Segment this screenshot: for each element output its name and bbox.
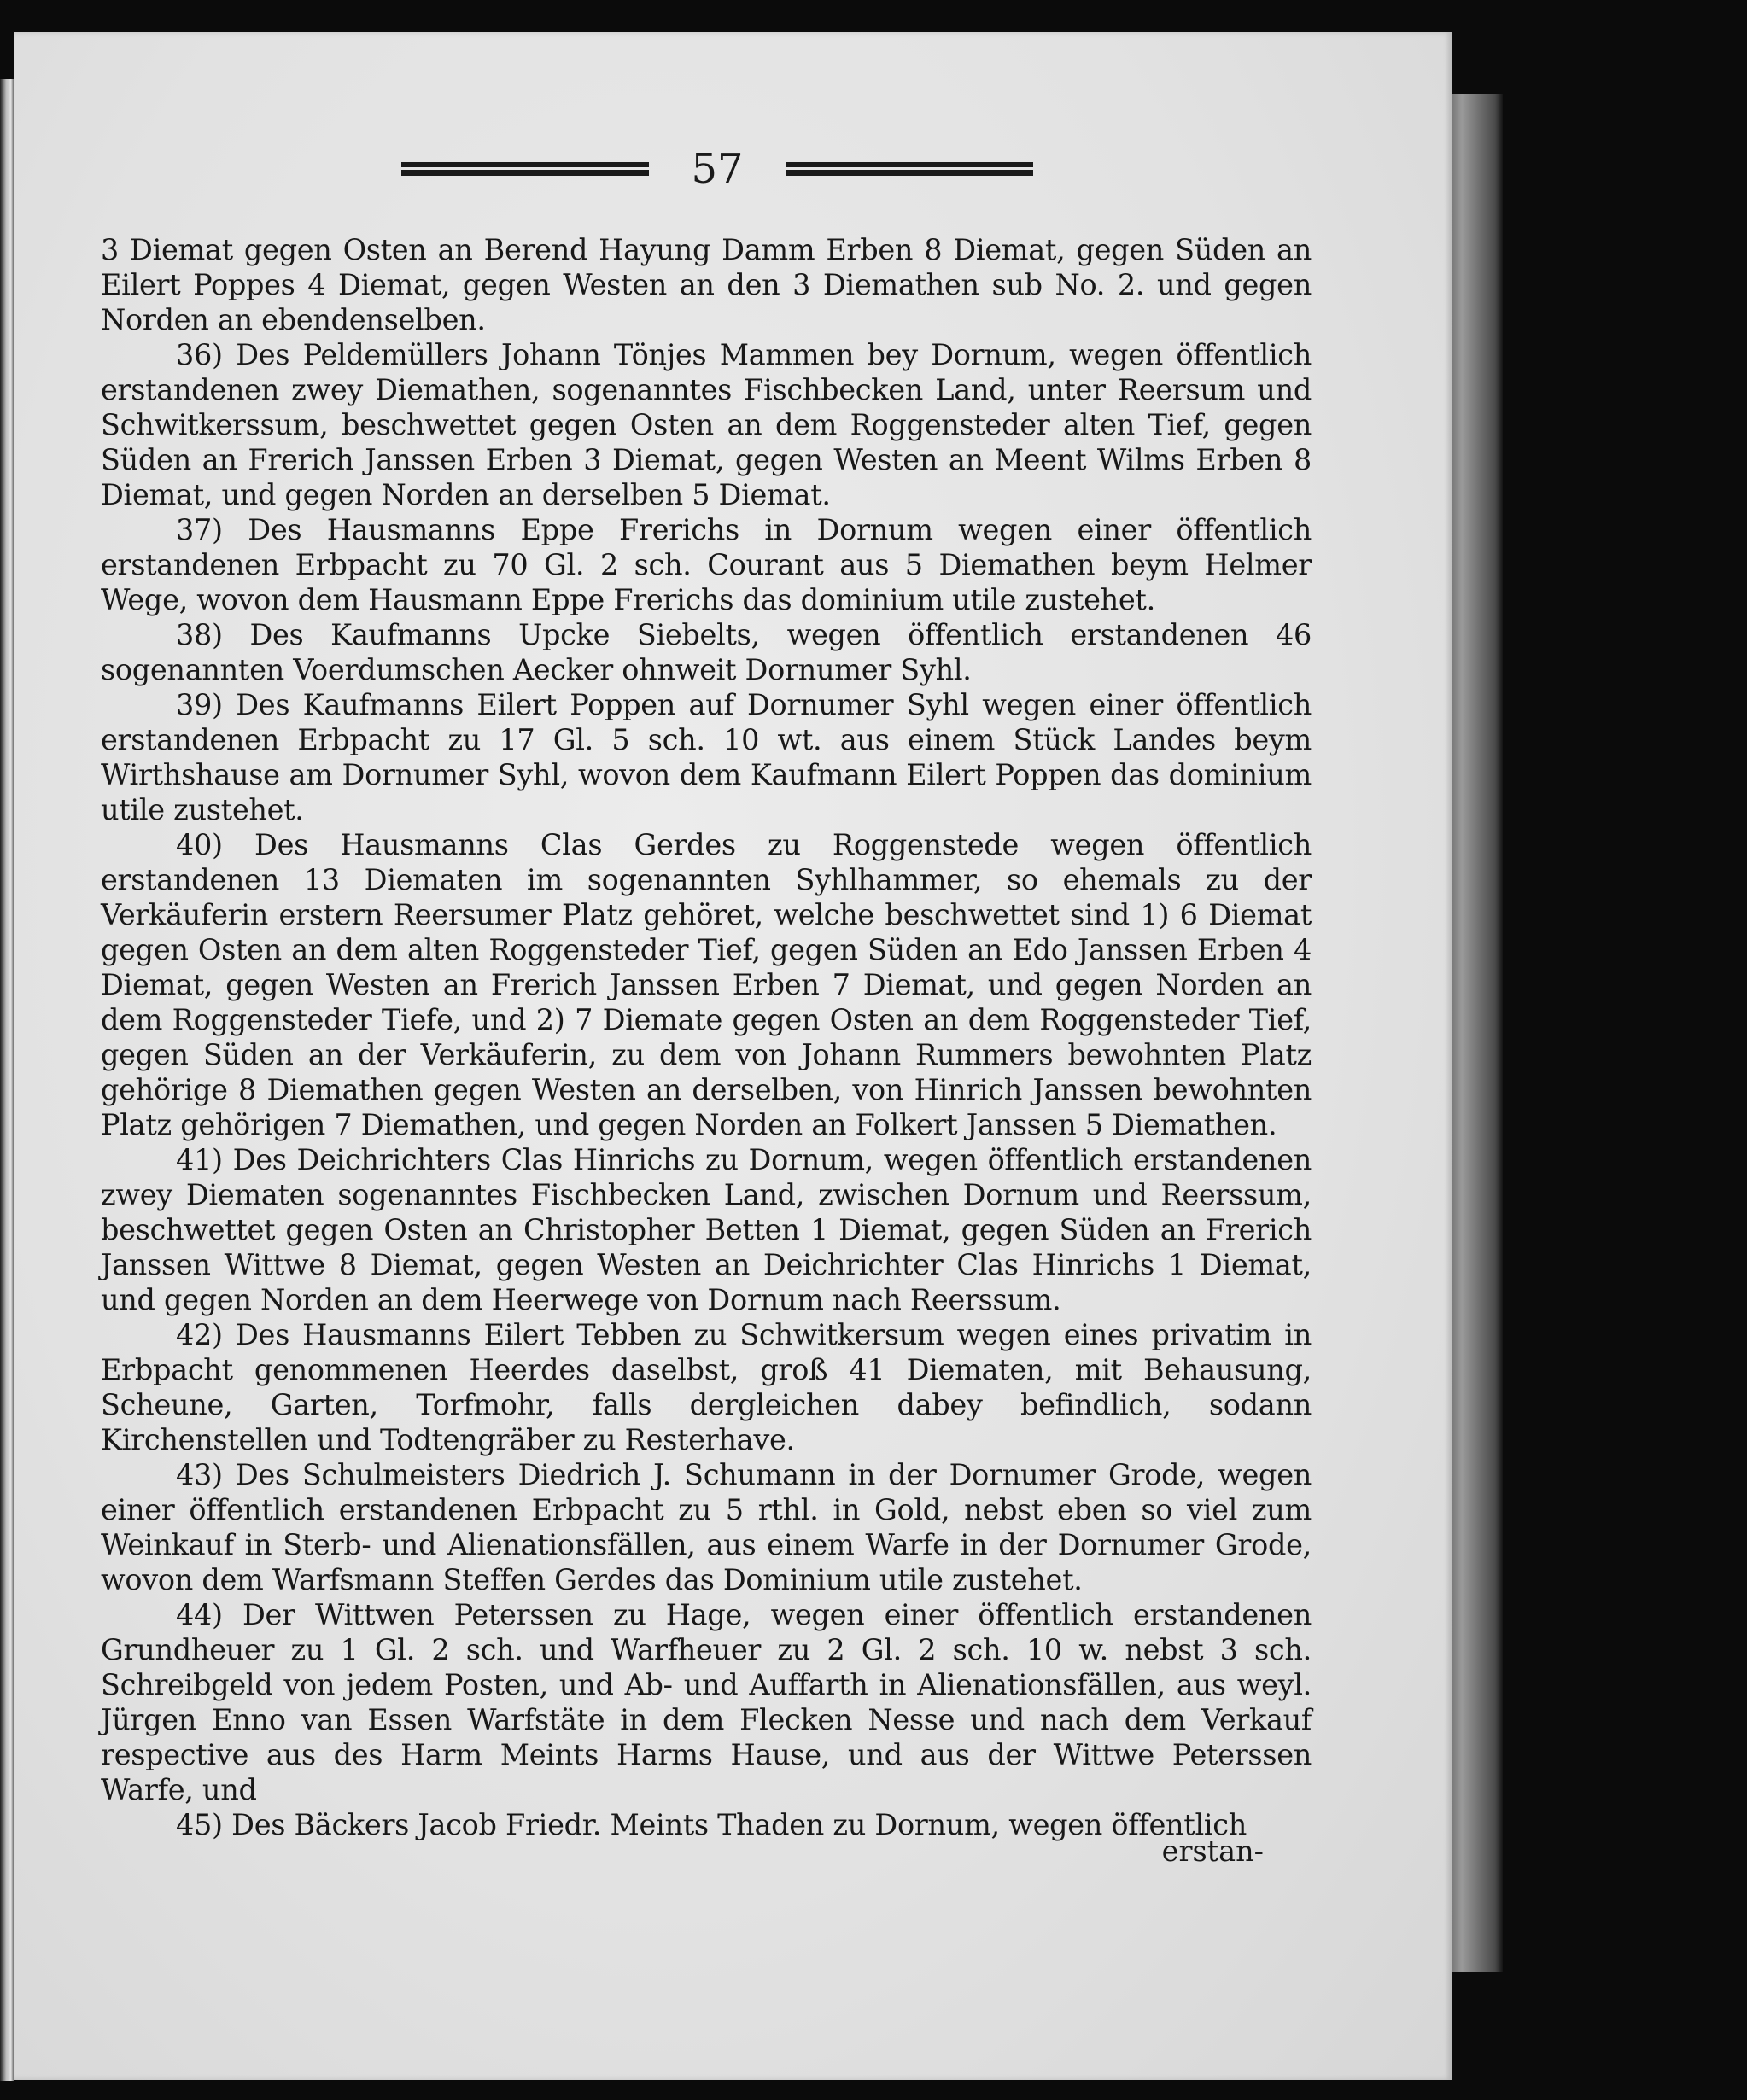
paragraph-40: 40) Des Hausmanns Clas Gerdes zu Roggenstede wegen öffentlich erstandenen 13 Diematen im sogenannten Syhlhammer, so ehemals zu der Verkäuferin erstern Reersumer Platz gehöret, welche beschwettet sind 1) 6 Diemat gegen Osten an dem alten Roggensteder Tief, gegen Süden an Edo Janssen Erben 4 Diemat, gegen Westen an Frerich Janssen Erben 7 Diemat, und gegen Norden an dem Roggensteder Tiefe, und 2) 7 Diemate gegen Osten an dem Roggensteder Tief, gegen Süden an der Verkäuferin, zu dem von Johann Rummers bewohnten Platz gehörige 8 Diemathen gegen Westen an derselben, von Hinrich Janssen bewohnten Platz gehörigen 7 Diemathen, und gegen Norden an Folkert Janssen 5 Diemathen. <box>101 828 1312 1141</box>
paragraph-41: 41) Des Deichrichters Clas Hinrichs zu Dornum, wegen öffentlich erstandenen zwey Diematen sogenanntes Fischbecken Land, zwischen Dornum und Reerssum, beschwettet gegen Osten an Christopher Betten 1 Diemat, gegen Süden an Frerich Janssen Wittwe 8 Diemat, gegen Westen an Deichrichter Clas Hinrichs 1 Diemat, und gegen Norden an dem Heerwege von Dornum nach Reerssum. <box>101 1143 1312 1316</box>
paragraph-36: 36) Des Peldemüllers Johann Tönjes Mammen bey Dornum, wegen öffentlich erstandenen zwey Diemathen, sogenanntes Fischbecken Land, unter Reersum und Schwitkerssum, beschwettet gegen Osten an dem Roggensteder alten Tief, gegen Süden an Frerich Janssen Erben 3 Diemat, gegen Westen an Meent Wilms Erben 8 Diemat, und gegen Norden an derselben 5 Diemat. <box>101 338 1312 511</box>
header-rule-right <box>786 162 1033 176</box>
paragraph-44: 44) Der Wittwen Peterssen zu Hage, wegen einer öffentlich erstandenen Grundheuer zu 1 Gl. 2 sch. und Warfheuer zu 2 Gl. 2 sch. 10 w. nebst 3 sch. Schreibgeld von jedem Posten, und Ab- und Auffarth in Alienationsfällen, aus weyl. Jürgen Enno van Essen Warfstäte in dem Flecken Nesse und nach dem Verkauf respective aus des Harm Meints Harms Hause, und aus der Wittwe Peterssen Warfe, und <box>101 1598 1312 1806</box>
paragraph-42: 42) Des Hausmanns Eilert Tebben zu Schwitkersum wegen eines privatim in Erbpacht genommenen Heerdes daselbst, groß 41 Diematen, mit Behausung, Scheune, Garten, Torfmohr, falls dergleichen dabey befindlich, sodann Kirchenstellen und Todtengräber zu Resterhave. <box>101 1318 1312 1456</box>
paragraph-38: 38) Des Kaufmanns Upcke Siebelts, wegen öffentlich erstandenen 46 sogenannten Voerdumschen Aecker ohnweit Dornumer Syhl. <box>101 618 1312 686</box>
paragraph-37: 37) Des Hausmanns Eppe Frerichs in Dornum wegen einer öffentlich erstandenen Erbpacht zu 70 Gl. 2 sch. Courant aus 5 Diemathen beym Helmer Wege, wovon dem Hausmann Eppe Frerichs das dominium utile zustehet. <box>101 513 1312 616</box>
page-number: 57 <box>691 145 744 193</box>
catchword: erstan- <box>1161 1835 1264 1868</box>
paragraph-39: 39) Des Kaufmanns Eilert Poppen auf Dornumer Syhl wegen einer öffentlich erstandenen Erbpacht zu 17 Gl. 5 sch. 10 wt. aus einem Stück Landes beym Wirthshause am Dornumer Syhl, wovon dem Kaufmann Eilert Poppen das dominium utile zustehet. <box>101 688 1312 826</box>
paragraph-43: 43) Des Schulmeisters Diedrich J. Schumann in der Dornumer Grode, wegen einer öffentlich erstandenen Erbpacht zu 5 rthl. in Gold, nebst eben so viel zum Weinkauf in Sterb- und Alienationsfällen, aus einem Warfe in der Dornumer Grode, wovon dem Warfsmann Steffen Gerdes das Dominium utile zustehet. <box>101 1458 1312 1596</box>
page-body <box>101 232 1312 1842</box>
paragraph-45: 45) Des Bäckers Jacob Friedr. Meints Thaden zu Dornum, wegen öffentlich <box>176 1808 1247 1841</box>
paragraph-continuation: 3 Diemat gegen Osten an Berend Hayung Damm Erben 8 Diemat, gegen Süden an Eilert Poppes 4 Diemat, gegen Westen an den 3 Diemathen sub No. 2. und gegen Norden an ebendenselben. <box>101 233 1312 336</box>
page-header <box>401 143 1033 195</box>
left-page-edge <box>0 79 14 2081</box>
book-fore-edge <box>1452 94 1503 1972</box>
